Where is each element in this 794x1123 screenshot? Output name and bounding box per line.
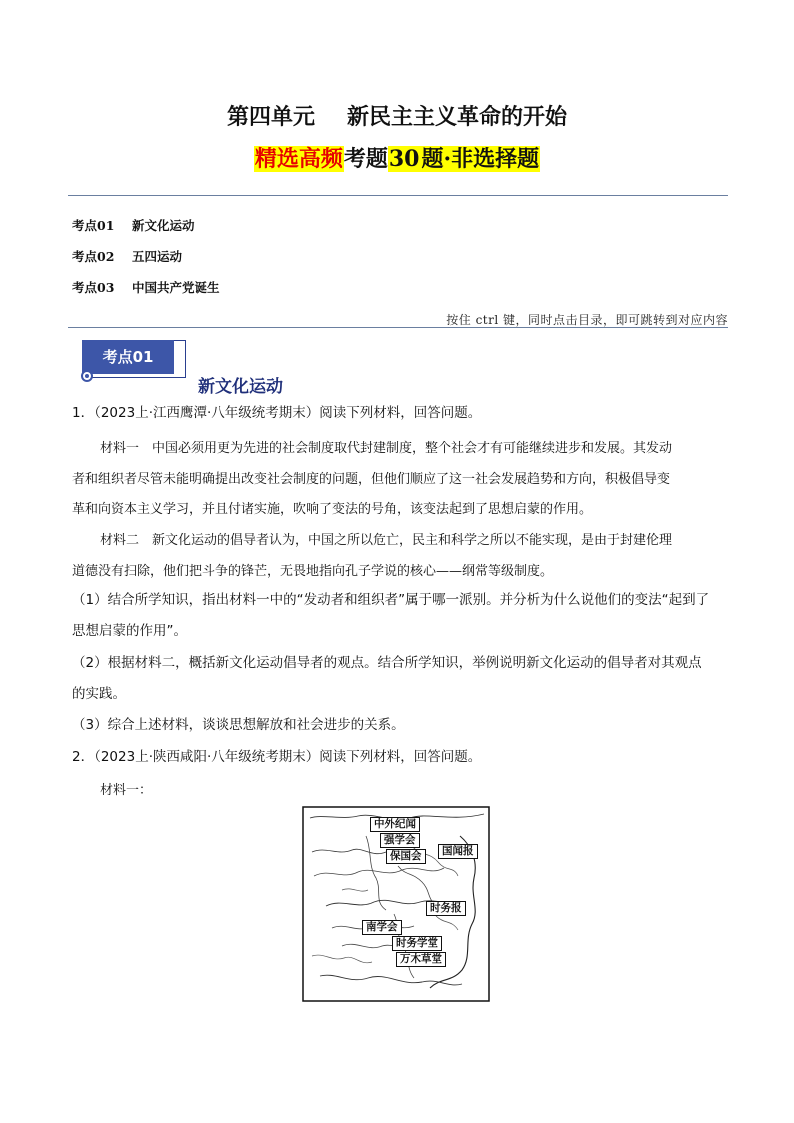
divider-toc (68, 327, 728, 328)
unit-label: 第四单元 (226, 104, 315, 130)
q1-sub2-line1: （2）根据材料二，概括新文化运动倡导者的观点。结合所学知识，举例说明新文化运动的倡导者对其观点 (72, 655, 702, 671)
subtitle-highlight: 精选高频 (254, 146, 343, 172)
map-label: 强学会 (380, 833, 420, 848)
toc-item-3[interactable] (72, 278, 220, 296)
q1-material2-line2: 道德没有扫除，他们把斗争的锋芒，无畏地指向孔子学说的核心——纲常等级制度。 (72, 564, 554, 579)
q1-sub1-line2: 思想启蒙的作用”。 (72, 623, 187, 639)
map-label: 时务学堂 (392, 936, 442, 951)
map-label: 南学会 (362, 920, 402, 935)
toc-label: 考点03 (72, 280, 115, 295)
toc-label: 考点02 (72, 249, 115, 264)
toc-label: 考点01 (72, 218, 115, 233)
q1-material2-line1: 材料二 新文化运动的倡导者认为，中国之所以危亡，民主和科学之所以不能实现，是由于封建伦理 (100, 533, 673, 548)
subtitle-number: 30 (388, 146, 420, 172)
toc-item-2[interactable] (72, 247, 182, 265)
unit-topic: 新民主主义革命的开始 (347, 104, 568, 130)
section-title: 新文化运动 (198, 377, 283, 397)
q1-head: 1．（2023上·江西鹰潭·八年级统考期末）阅读下列材料，回答问题。 (72, 405, 482, 421)
toc-item-1[interactable] (72, 216, 195, 234)
page-subtitle (0, 142, 794, 173)
q1-material1-line2: 者和组织者尽管未能明确提出改变社会制度的问题，但他们顺应了这一社会发展趋势和方向，积极倡导变 (72, 472, 671, 487)
tag-dot-icon (81, 370, 93, 382)
q2-head: 2．（2023上·陕西咸阳·八年级统考期末）阅读下列材料，回答问题。 (72, 749, 482, 765)
map-label: 保国会 (386, 849, 426, 864)
tag-label: 考点01 (82, 340, 174, 374)
q1-material1-line1: 材料一 中国必须用更为先进的社会制度取代封建制度，整个社会才有可能继续进步和发展。其发动 (100, 441, 673, 456)
section-tag (82, 340, 186, 382)
map-label: 万木草堂 (396, 952, 446, 967)
toc-hint: 按住 ctrl 键，同时点击目录，即可跳转到对应内容 (446, 313, 728, 327)
q1-sub1-line1: （1）结合所学知识，指出材料一中的“发动者和组织者”属于哪一派别。并分析为什么说他们的变法“起到了 (72, 592, 710, 608)
divider-top (68, 195, 728, 196)
q1-sub2-line2: 的实践。 (72, 686, 126, 702)
reform-map (302, 806, 490, 1002)
q1-sub3: （3）综合上述材料，谈谈思想解放和社会进步的关系。 (72, 717, 405, 733)
subtitle-end: 题·非选择题 (421, 146, 540, 172)
q1-material1-line3: 革和向资本主义学习，并且付诸实施，吹响了变法的号角，该变法起到了思想启蒙的作用。 (72, 502, 593, 517)
subtitle-mid: 考题 (343, 146, 388, 172)
toc-title: 新文化运动 (132, 218, 195, 233)
map-label: 国闻报 (438, 844, 478, 859)
map-label: 中外纪闻 (370, 817, 420, 832)
toc-title: 五四运动 (132, 249, 183, 264)
map-label: 时务报 (426, 901, 466, 916)
toc-title: 中国共产党诞生 (132, 280, 220, 295)
page-title (0, 100, 794, 131)
q2-material1: 材料一： (100, 783, 153, 798)
